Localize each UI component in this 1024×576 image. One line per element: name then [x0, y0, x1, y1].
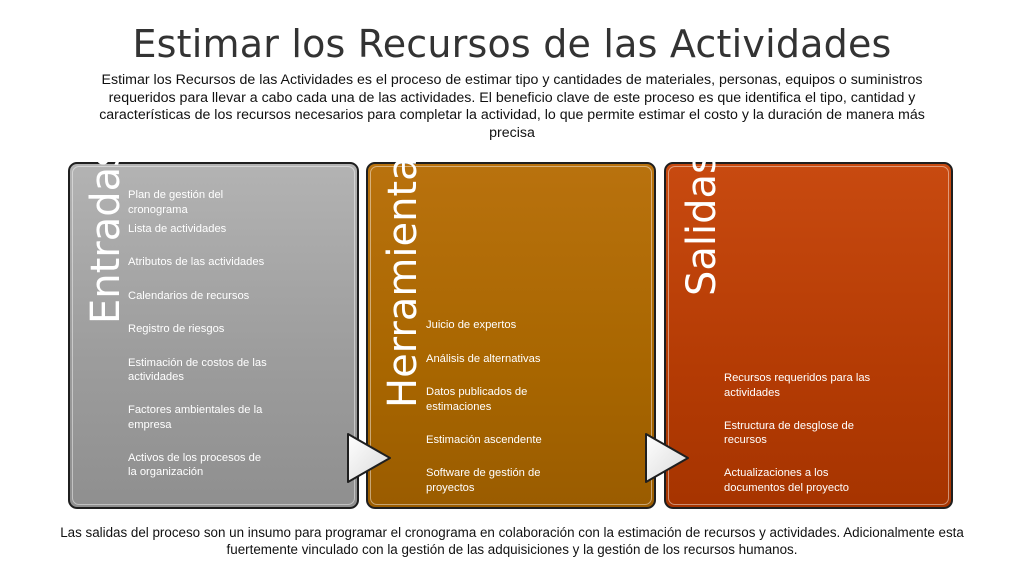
- salidas-label: Salidas: [679, 153, 725, 296]
- list-item: Análisis de alternativas: [426, 352, 541, 365]
- salidas-list: [724, 371, 874, 500]
- list-item: Recursos requeridos para las actividades: [724, 372, 871, 399]
- list-item: Estimación ascendente: [426, 433, 542, 446]
- entradas-list: [128, 188, 268, 484]
- list-item: Activos de los procesos de la organización: [128, 451, 262, 478]
- list-item: Estimación de costos de las actividades: [128, 356, 267, 383]
- entradas-label: Entradas: [83, 145, 129, 324]
- list-item: Factores ambientales de la empresa: [128, 404, 263, 431]
- list-item: Estructura de desglose de recursos: [724, 419, 854, 446]
- slide-title: Estimar los Recursos de las Actividades: [132, 22, 892, 66]
- list-item: Lista de actividades: [128, 222, 227, 235]
- list-item: Juicio de expertos: [426, 319, 517, 331]
- herramientas-list: [426, 318, 566, 500]
- list-item: Actualizaciones a los documentos del proyecto: [724, 467, 850, 494]
- list-item: Calendarios de recursos: [128, 289, 250, 302]
- list-item: Plan de gestión del cronograma: [128, 189, 224, 216]
- intro-paragraph: Estimar los Recursos de las Actividades es el proceso de estimar tipo y cantidades de materiales, personas, equipos o suministros requeridos para llevar a cabo cada una de las actividades. El beneficio clave de este proceso es que identifica el tipo, cantidad y características de los recursos necesarios para completar la actividad, lo que permite estimar el costo y la duración de manera más precisa: [99, 72, 925, 141]
- list-item: Software de gestión de proyectos: [426, 467, 541, 494]
- list-item: Datos publicados de estimaciones: [426, 386, 528, 413]
- list-item: Registro de riesgos: [128, 323, 225, 335]
- herramientas-label: Herramientas: [380, 135, 426, 408]
- arrow-right-icon: [344, 432, 394, 484]
- list-item: Atributos de las actividades: [128, 256, 265, 268]
- arrow-right-icon: [642, 432, 692, 484]
- footer-note: Las salidas del proceso son un insumo para programar el cronograma en colaboración con la estimación de recursos y actividades. Adicionalmente esta fuertemente vinculado con la gestión de las adquisiciones y la gestión de los recursos humanos.: [60, 525, 964, 557]
